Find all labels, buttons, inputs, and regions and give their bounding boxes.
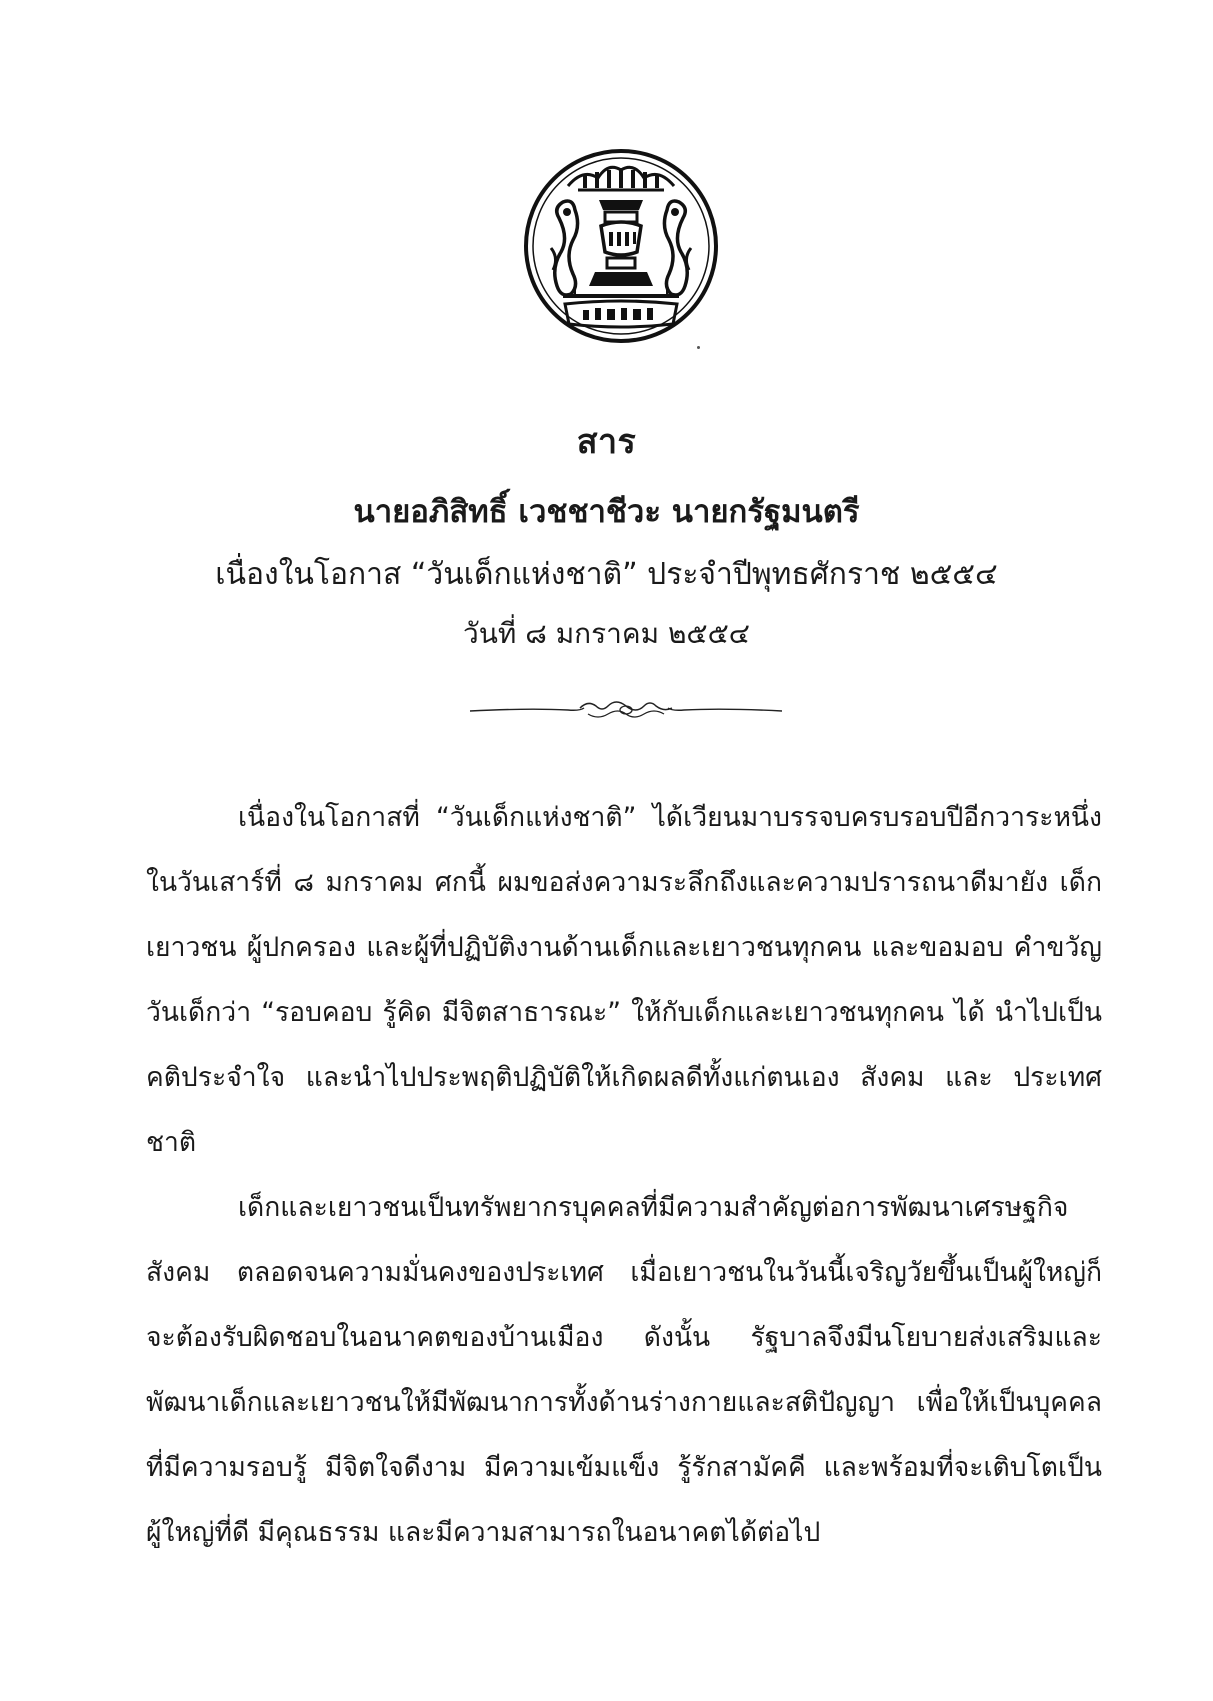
ink-speck [697, 346, 700, 349]
paragraph-1: เนื่องในโอกาสที่ “วันเด็กแห่งชาติ” ได้เวียนมาบรรจบครบรอบปีอีกวาระหนึ่ง ในวันเสาร์ที่ ๘ มกราคม ศกนี้ ผมขอส่งความระลึกถึงและความปรารถนาดีมายัง เด็ก เยาวชน ผู้ปกครอง และผู้ที่ปฏิบัติงานด้านเด็กและเยาวชนทุกคน และขอมอบ คำขวัญวันเด็กว่า “รอบคอบ รู้คิด มีจิตสาธารณะ” ให้กับเด็กและเยาวชนทุกคน ได้ นำไปเป็นคติประจำใจ และนำไปประพฤติปฏิบัติให้เกิดผลดีทั้งแก่ตนเอง สังคม และ ประเทศชาติ [146, 802, 1102, 1158]
occasion-line: เนื่องในโอกาส “วันเด็กแห่งชาติ” ประจำปีพุทธศักราช ๒๕๕๔ [215, 557, 998, 592]
author-line: นายอภิสิทธิ์ เวชชาชีวะ นายกรัฐมนตรี [353, 494, 860, 530]
document-title: สาร [576, 422, 637, 462]
message-body [146, 785, 1102, 1565]
paragraph-2: เด็กและเยาวชนเป็นทรัพยากรบุคคลที่มีความสำคัญต่อการพัฒนาเศรษฐกิจ สังคม ตลอดจนความมั่นคงของประเทศ เมื่อเยาวชนในวันนี้เจริญวัยขึ้นเป็นผู้ใหญ่ก็ จะต้องรับผิดชอบในอนาคตของบ้านเมือง ดังนั้น รัฐบาลจึงมีนโยบายส่งเสริมและ พัฒนาเด็กและเยาวชนให้มีพัฒนาการทั้งด้านร่างกายและสติปัญญา เพื่อให้เป็นบุคคล ที่มีความรอบรู้ มีจิตใจดีงาม มีความเข้มแข็ง รู้รักสามัคคี และพร้อมที่จะเติบโตเป็น ผู้ใหญ่ที่ดี มีคุณธรรม และมีความสามารถในอนาคตได้ต่อไป [146, 1192, 1102, 1548]
government-seal-icon [523, 148, 719, 344]
date-line: วันที่ ๘ มกราคม ๒๕๕๔ [462, 617, 750, 650]
ornamental-divider-icon [468, 694, 784, 728]
